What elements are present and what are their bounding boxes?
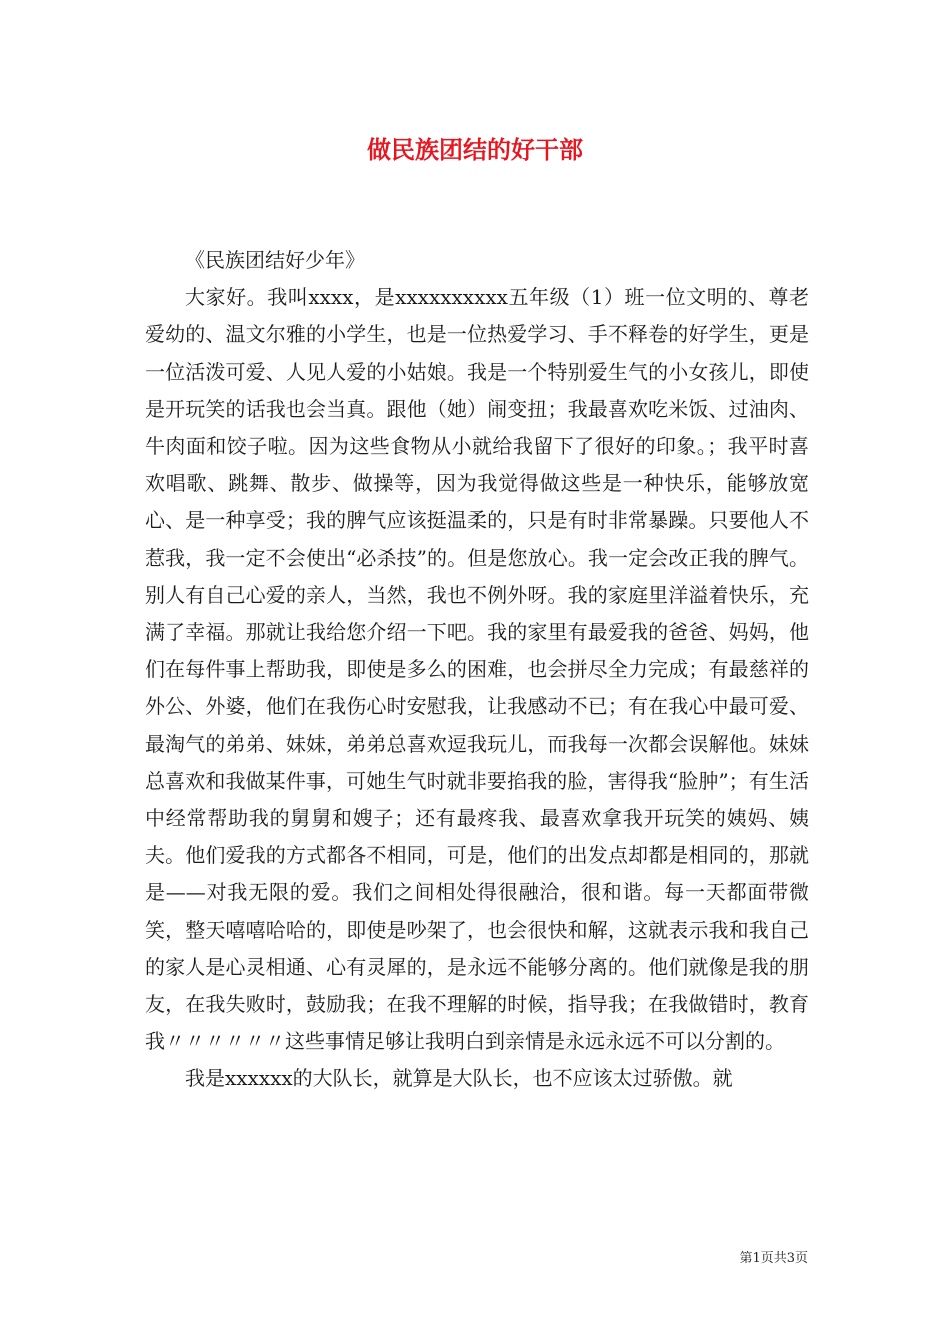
paragraph-1: 大家好。我叫xxxx，是xxxxxxxxxx五年级（1）班一位文明的、尊老爱幼的、温文尔雅的小学生，也是一位热爱学习、手不释卷的好学生，更是一位活泼可爱、人见人爱的小姑娘。我是一个特别爱生气的小女孩儿，即使是开玩笑的话我也会当真。跟他（她）闹变扭；我最喜欢吃米饭、过油肉、牛肉面和饺子啦。因为这些食物从小就给我留下了很好的印象。；我平时喜欢唱歌、跳舞、散步、做操等，因为我觉得做这些是一种快乐，能够放宽心、是一种享受；我的脾气应该挺温柔的，只是有时非常暴躁。只要他人不惹我，我一定不会使出“必杀技”的。但是您放心。我一定会改正我的脾气。别人有自己心爱的亲人，当然，我也不例外呀。我的家庭里洋溢着快乐，充满了幸福。那就让我给您介绍一下吧。我的家里有最爱我的爸爸、妈妈，他们在每件事上帮助我，即使是多么的困难，也会拼尽全力完成；有最慈祥的外公、外婆，他们在我伤心时安慰我，让我感动不已；有在我心中最可爱、最淘气的弟弟、妹妹，弟弟总喜欢逗我玩儿，而我每一次都会误解他。妹妹总喜欢和我做某件事，可她生气时就非要掐我的脸，害得我“脸肿”；有生活中经常帮助我的舅舅和嫂子；还有最疼我、最喜欢拿我开玩笑的姨妈、姨夫。他们爱我的方式都各不相同，可是，他们的出发点却都是相同的，那就是——对我无限的爱。我们之间相处得很融洽，很和谐。每一天都面带微笑，整天嘻嘻哈哈的，即使是吵架了，也会很快和解，这就表示我和我自己的家人是心灵相通、心有灵犀的，是永远不能够分离的。他们就像是我的朋友，在我失败时，鼓励我；在我不理解的时候，指导我；在我做错时，教育我〃〃〃〃〃〃这些事情足够让我明白到亲情是永远永远不可以分割的。 xyxy=(145,285,809,1054)
document-title: 做民族团结的好干部 xyxy=(367,135,583,164)
paragraph-2: 我是xxxxxx的大队长，就算是大队长，也不应该太过骄傲。就 xyxy=(185,1066,733,1091)
page-number: 第1页共3页 xyxy=(739,1251,808,1266)
subtitle-line: 《民族团结好少年》 xyxy=(185,248,365,272)
document-body xyxy=(145,242,809,1098)
